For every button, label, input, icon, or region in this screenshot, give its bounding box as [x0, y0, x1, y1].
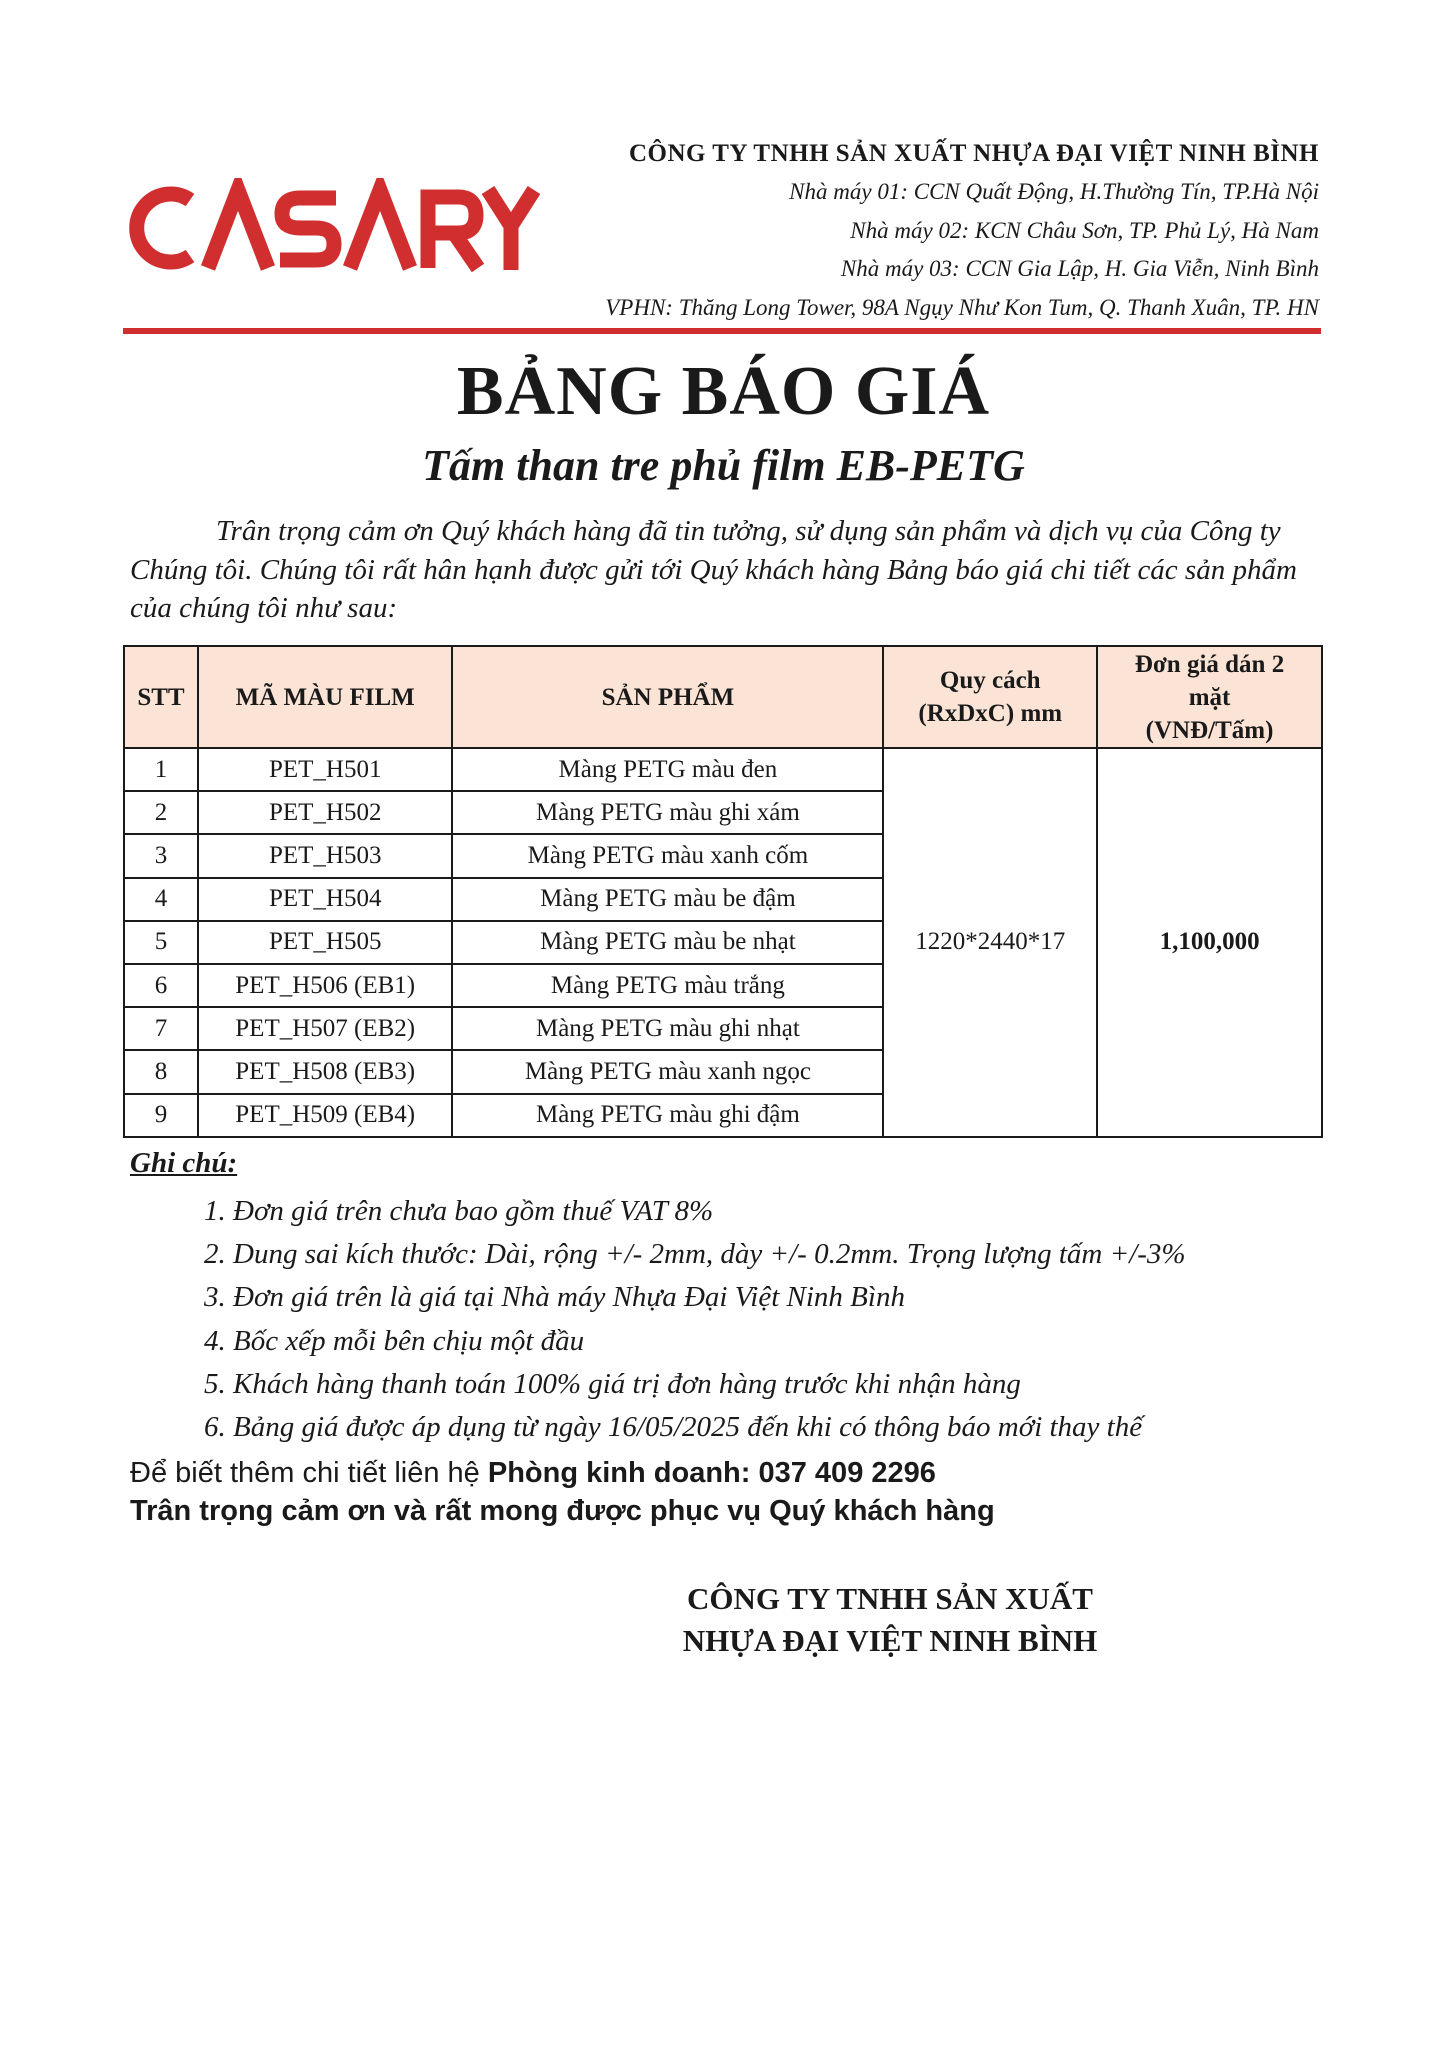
- intro-text: Trân trọng cảm ơn Quý khách hàng đã tin tưởng, sử dụng sản phẩm và dịch vụ của Công ty Chúng tôi. Chúng tôi rất hân hạnh được gửi tới Quý khách hàng Bảng báo giá chi tiết các sản phẩm của chúng tôi như sau:: [130, 515, 1297, 624]
- cell-stt: 5: [124, 921, 198, 964]
- office-address: VPHN: Thăng Long Tower, 98A Ngụy Như Kon Tum, Q. Thanh Xuân, TP. HN: [605, 294, 1319, 320]
- contact-phone: Phòng kinh doanh: 037 409 2296: [487, 1457, 936, 1489]
- header-divider: [123, 328, 1321, 334]
- price-table: [123, 645, 1323, 1138]
- cell-product: Màng PETG màu ghi nhạt: [452, 1007, 883, 1050]
- cell-code: PET_H508 (EB3): [198, 1050, 453, 1093]
- note-item: 4. Bốc xếp mỗi bên chịu một đầu: [204, 1324, 585, 1357]
- page-subtitle: Tấm than tre phủ film EB-PETG: [422, 441, 1025, 490]
- cell-product: Màng PETG màu xanh ngọc: [452, 1050, 883, 1093]
- contact-line: [130, 1452, 936, 1494]
- signature-block: [630, 1578, 1150, 1662]
- note-item: 1. Đơn giá trên chưa bao gồm thuế VAT 8%: [204, 1195, 714, 1227]
- cell-stt: 6: [124, 964, 198, 1007]
- cell-product: Màng PETG màu be nhạt: [452, 921, 883, 964]
- notes-title: Ghi chú:: [130, 1147, 238, 1179]
- cell-stt: 8: [124, 1050, 198, 1093]
- thanks-line: Trân trọng cảm ơn và rất mong được phục vụ Quý khách hàng: [130, 1495, 995, 1527]
- factory-03-address: Nhà máy 03: CCN Gia Lập, H. Gia Viễn, Ninh Bình: [840, 256, 1319, 281]
- header-stt: STT: [124, 646, 198, 748]
- cell-code: PET_H501: [198, 748, 453, 791]
- factory-02-address: Nhà máy 02: KCN Châu Sơn, TP. Phủ Lý, Hà Nam: [850, 217, 1319, 243]
- header-spec: Quy cách (RxDxC) mm: [883, 646, 1097, 748]
- company-header: [419, 135, 1319, 327]
- table-header-row: [124, 646, 1322, 748]
- header-film-code: MÃ MÀU FILM: [198, 646, 453, 748]
- header-price: Đơn giá dán 2 mặt (VNĐ/Tấm): [1097, 646, 1322, 748]
- note-item: 6. Bảng giá được áp dụng từ ngày 16/05/2025 đến khi có thông báo mới thay thế: [204, 1411, 1143, 1444]
- factory-01-address: Nhà máy 01: CCN Quất Động, H.Thường Tín, TP.Hà Nội: [789, 179, 1319, 204]
- signature-line-1: CÔNG TY TNHH SẢN XUẤT: [687, 1581, 1093, 1616]
- table-row: [124, 748, 1322, 791]
- cell-stt: 4: [124, 878, 198, 921]
- cell-product: Màng PETG màu ghi xám: [452, 791, 883, 834]
- cell-stt: 9: [124, 1094, 198, 1137]
- cell-product: Màng PETG màu trắng: [452, 964, 883, 1007]
- signature-line-2: NHỰA ĐẠI VIỆT NINH BÌNH: [682, 1623, 1098, 1658]
- note-item: 3. Đơn giá trên là giá tại Nhà máy Nhựa Đại Việt Ninh Bình: [204, 1281, 905, 1314]
- cell-code: PET_H507 (EB2): [198, 1007, 453, 1050]
- cell-product: Màng PETG màu đen: [452, 748, 883, 791]
- cell-price: 1,100,000: [1097, 748, 1322, 1137]
- note-item: 5. Khách hàng thanh toán 100% giá trị đơn hàng trước khi nhận hàng: [204, 1367, 1021, 1400]
- cell-product: Màng PETG màu xanh cốm: [452, 834, 883, 877]
- cell-code: PET_H509 (EB4): [198, 1094, 453, 1137]
- cell-stt: 1: [124, 748, 198, 791]
- cell-product: Màng PETG màu be đậm: [452, 878, 883, 921]
- cell-stt: 2: [124, 791, 198, 834]
- cell-product: Màng PETG màu ghi đậm: [452, 1094, 883, 1137]
- cell-code: PET_H505: [198, 921, 453, 964]
- notes-list: [204, 1190, 1186, 1449]
- cell-code: PET_H506 (EB1): [198, 964, 453, 1007]
- header-product: SẢN PHẨM: [452, 646, 883, 748]
- contact-prefix: Để biết thêm chi tiết liên hệ: [130, 1457, 488, 1489]
- company-name: CÔNG TY TNHH SẢN XUẤT NHỰA ĐẠI VIỆT NINH BÌNH: [629, 140, 1319, 167]
- cell-stt: 7: [124, 1007, 198, 1050]
- cell-code: PET_H502: [198, 791, 453, 834]
- note-item: 2. Dung sai kích thước: Dài, rộng +/- 2mm, dày +/- 0.2mm. Trọng lượng tấm +/-3%: [204, 1238, 1186, 1271]
- cell-stt: 3: [124, 834, 198, 877]
- cell-code: PET_H504: [198, 878, 453, 921]
- page-title: BẢNG BÁO GIÁ: [456, 353, 991, 430]
- cell-code: PET_H503: [198, 834, 453, 877]
- cell-spec: 1220*2440*17: [883, 748, 1097, 1137]
- intro-paragraph: [130, 512, 1320, 628]
